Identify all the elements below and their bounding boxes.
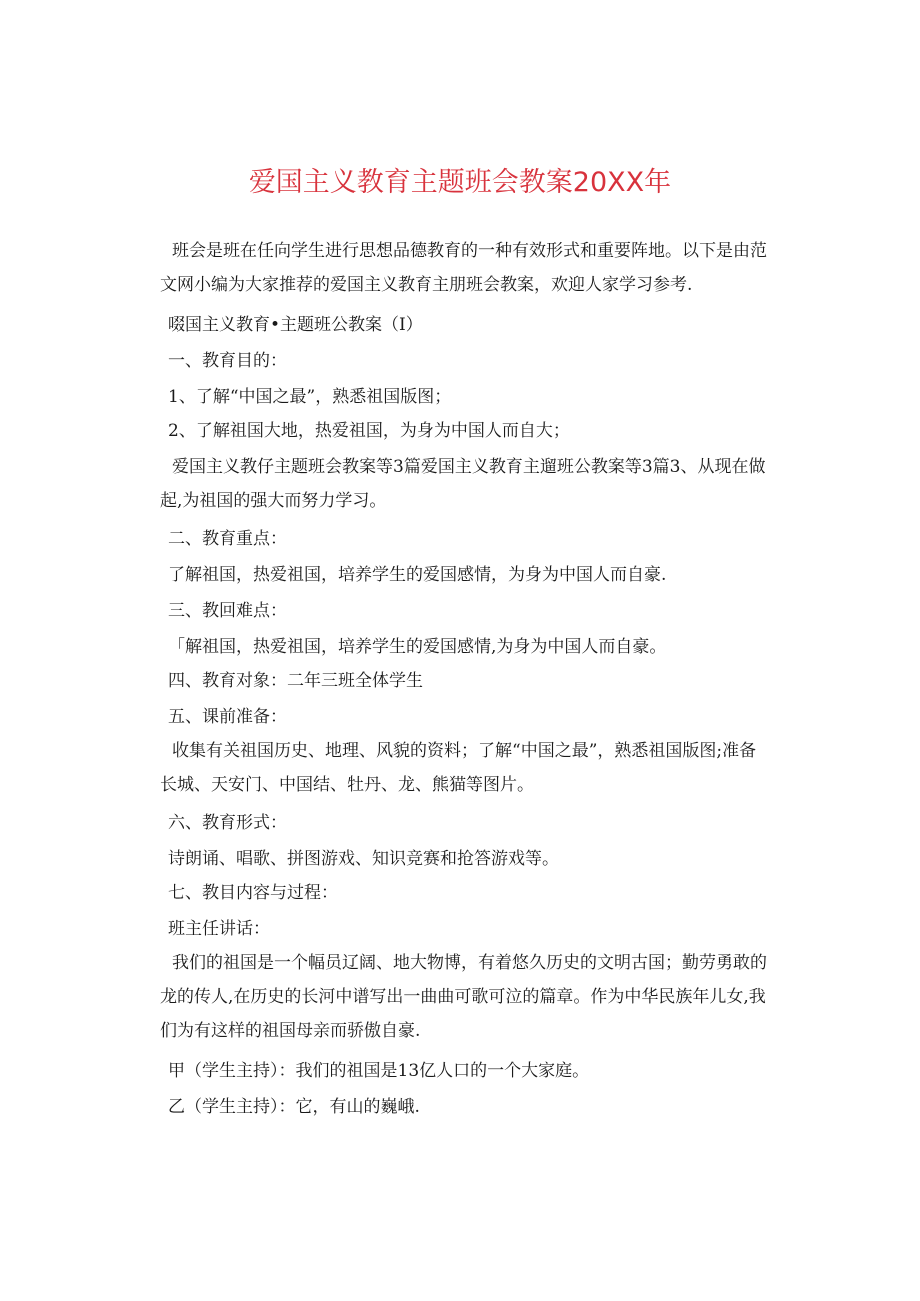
- goal-item-3: 爱国主义教仔主题班会教案等3篇爱国主义教育主遛班公教案等3篇3、从现在做起,为祖国的强大而努力学习。: [160, 457, 766, 511]
- host-b-line: 乙（学生主持）：它，有山的巍峨.: [168, 1097, 420, 1117]
- audience-text: 四、教育对象：二年三班全体学生: [168, 671, 423, 691]
- teacher-speech-text: 我们的祖国是一个幅员辽阔、地大物博，有着悠久历史的文明古国；勤劳勇敢的龙的传人,在历史的长河中谱写出一曲曲可歌可泣的篇章。作为中华民族年儿女,我们为有这样的祖国母亲而骄傲自豪.: [160, 953, 767, 1041]
- difficulty-text: 「解祖国，热爱祖国，培养学生的爱国感情,为身为中国人而自豪。: [168, 637, 667, 657]
- section-heading-preparation: 五、课前准备：: [168, 707, 287, 727]
- section-heading-difficulty: 三、教回难点：: [168, 601, 287, 621]
- section-heading-focus: 二、教育重点：: [168, 529, 287, 549]
- intro-paragraph: 班会是班在任向学生进行思想品德教育的一种有效形式和重要阵地。以下是由范文网小编为大家推荐的爱国主义教育主朋班会教案，欢迎人家学习参考.: [160, 241, 767, 295]
- section-heading-goals: 一、教育目的：: [168, 351, 287, 371]
- goal-item-1: 1、了解“中国之最”，熟悉祖国版图；: [168, 387, 452, 407]
- teacher-speech-label: 班主任讲话：: [168, 919, 270, 939]
- focus-text: 了解祖国，热爱祖国，培养学生的爱国感情，为身为中国人而自豪.: [168, 565, 667, 585]
- preparation-text: 收集有关祖国历史、地理、风貌的资料；了解“中国之最”，熟悉祖国版图;准备长城、天安门、中国结、牡丹、龙、熊猫等图片。: [160, 741, 757, 795]
- section-heading-process: 七、教目内容与过程：: [168, 883, 338, 903]
- format-text: 诗朗诵、唱歌、拼图游戏、知识竞赛和抢答游戏等。: [168, 849, 559, 869]
- goal-item-2: 2、了解祖国大地，热爱祖国，为身为中国人而自大；: [168, 421, 570, 441]
- document-title: 爱国主义教育主题班会教案20XX年: [248, 167, 672, 198]
- section-heading-format: 六、教育形式：: [168, 813, 287, 833]
- plan-heading: 啜国主义教育•主题班公教案（I）: [168, 315, 423, 335]
- host-a-line: 甲（学生主持）：我们的祖国是13亿人口的一个大家庭。: [168, 1061, 590, 1081]
